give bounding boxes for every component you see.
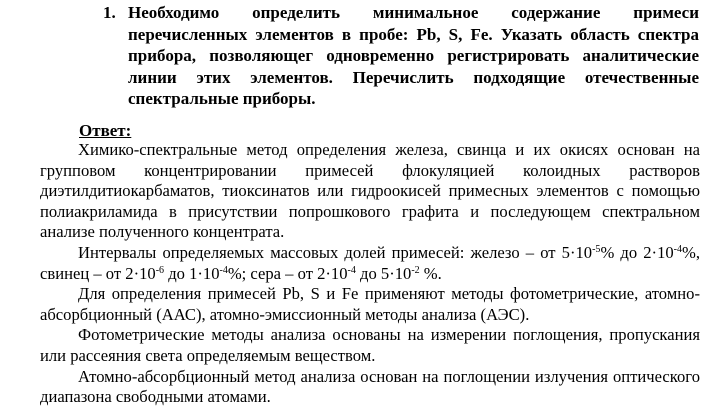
intervals-text-3: %, свинец – от 2·10: [40, 242, 700, 283]
question-number: 1.: [103, 3, 116, 22]
question-text: Необходимо определить минимальное содержание примеси перечисленных элементов в пробе: Pb, S, Fe. Указать область спектра прибора, позволяющег одновременно регистрировать аналитические линии этих элементов. Перечислить подходящие отечественные спектральные приборы.: [128, 3, 699, 108]
intervals-text-4: до 1·10: [164, 263, 220, 283]
question-item: [103, 2, 699, 110]
intervals-exponent-5: -4: [347, 264, 356, 276]
intervals-exponent-2: -4: [673, 243, 683, 255]
intervals-exponent-4: -4: [219, 264, 228, 276]
answer-paragraph-photometric: Фотометрические методы анализа основаны на измерении поглощения, пропускания или рассеяния света определяемым веществом.: [40, 325, 700, 365]
intervals-exponent-3: -6: [155, 264, 165, 276]
answer-paragraph-methods: Для определения примесей Pb, S и Fe применяют методы фотометрические, атомно-абсорбционный (ААС), атомно-эмиссионный методы анализа (АЭС).: [40, 284, 700, 324]
intervals-exponent-6: -2: [411, 264, 420, 276]
answer-paragraph-method: Химико-спектральные метод определения железа, свинца и их окисях основан на групповом концентрировании примесей флокуляцией колоидных растворов диэтилдитиокарбаматов, тиоксинатов или гидроокисей примесных элементов с помощью полиакриламида в присутствии попрошкового графита и последующем спектральном анализе полученного концентрата.: [40, 140, 700, 242]
intervals-text-1: Интервалы определяемых массовых долей примесей: железо – от 5·10: [78, 242, 593, 262]
intervals-text-2: % до 2·10: [600, 242, 674, 262]
answer-body: [40, 140, 700, 408]
answer-heading: Ответ:: [79, 121, 132, 140]
answer-paragraph-intervals: [40, 243, 700, 284]
answer-paragraph-aas: Атомно-абсорбционный метод анализа основан на поглощении излучения оптического диапазона свободными атомами.: [40, 366, 700, 407]
intervals-text-6: до 5·10: [355, 263, 412, 283]
intervals-text-5: %; сера – от 2·10: [227, 263, 348, 283]
intervals-exponent-1: -5: [592, 243, 601, 255]
intervals-text-7: %.: [419, 263, 442, 283]
